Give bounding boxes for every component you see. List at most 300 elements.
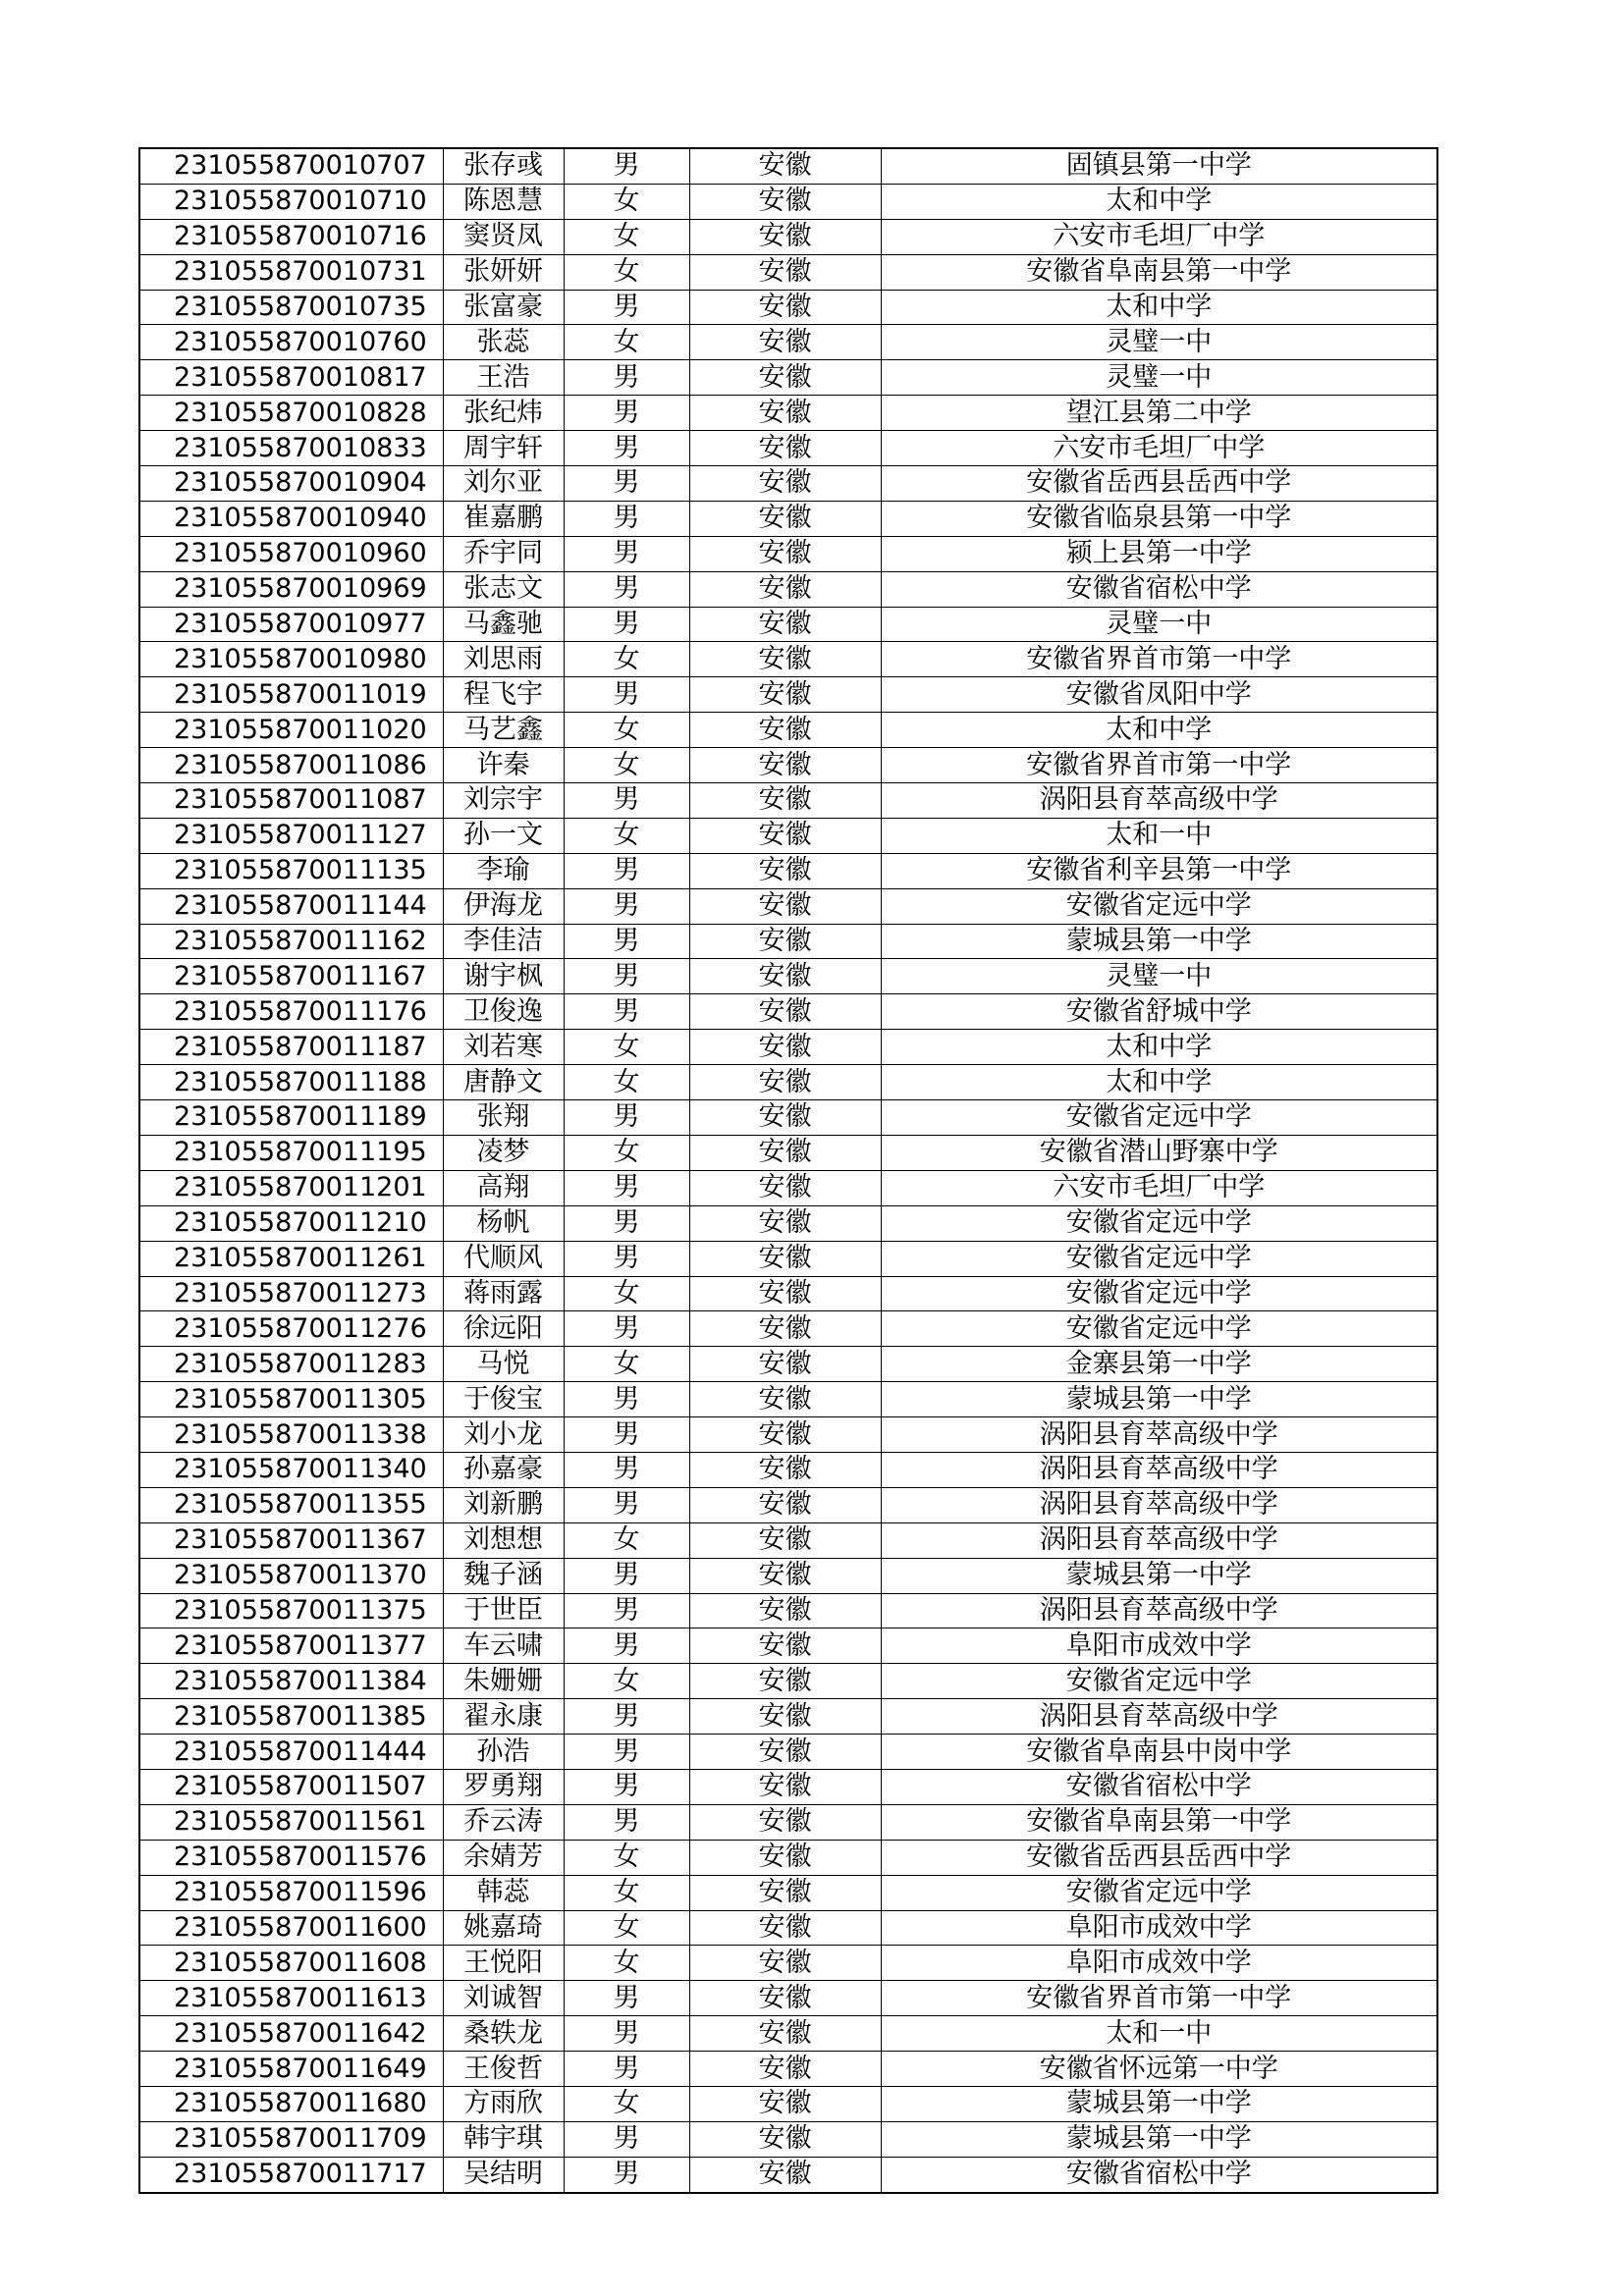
student-id-cell: 231055870011377 xyxy=(139,1629,443,1664)
province-cell: 安徽 xyxy=(689,501,881,536)
school-cell: 太和中学 xyxy=(881,1065,1437,1100)
student-id-cell: 231055870010828 xyxy=(139,396,443,431)
school-cell: 安徽省定远中学 xyxy=(881,1875,1437,1910)
province-cell: 安徽 xyxy=(689,1875,881,1910)
student-id-cell: 231055870011162 xyxy=(139,924,443,959)
gender-cell: 男 xyxy=(564,1170,689,1205)
school-cell: 安徽省阜南县中岗中学 xyxy=(881,1735,1437,1770)
province-cell: 安徽 xyxy=(689,1347,881,1382)
province-cell: 安徽 xyxy=(689,959,881,994)
table-row xyxy=(139,1452,1437,1487)
province-cell: 安徽 xyxy=(689,1522,881,1558)
student-name-cell: 凌梦 xyxy=(443,1135,564,1170)
school-cell: 阜阳市成效中学 xyxy=(881,1946,1437,1981)
gender-cell: 男 xyxy=(564,2121,689,2157)
table-row xyxy=(139,1347,1437,1382)
province-cell: 安徽 xyxy=(689,748,881,783)
student-id-cell: 231055870011507 xyxy=(139,1769,443,1804)
school-cell: 安徽省定远中学 xyxy=(881,1276,1437,1311)
student-name-cell: 孙浩 xyxy=(443,1735,564,1770)
student-id-cell: 231055870011384 xyxy=(139,1664,443,1699)
student-id-cell: 231055870011019 xyxy=(139,677,443,713)
student-id-cell: 231055870010716 xyxy=(139,219,443,254)
gender-cell: 女 xyxy=(564,642,689,677)
province-cell: 安徽 xyxy=(689,1382,881,1417)
school-cell: 灵璧一中 xyxy=(881,607,1437,642)
student-name-cell: 朱姗姗 xyxy=(443,1664,564,1699)
school-cell: 蒙城县第一中学 xyxy=(881,1382,1437,1417)
student-name-cell: 魏子涵 xyxy=(443,1558,564,1593)
school-cell: 安徽省潜山野寨中学 xyxy=(881,1135,1437,1170)
gender-cell: 男 xyxy=(564,148,689,184)
gender-cell: 男 xyxy=(564,1629,689,1664)
student-name-cell: 方雨欣 xyxy=(443,2086,564,2121)
student-name-cell: 陈恩慧 xyxy=(443,184,564,219)
student-id-cell: 231055870011283 xyxy=(139,1347,443,1382)
student-id-cell: 231055870011649 xyxy=(139,2052,443,2087)
student-list-body xyxy=(139,148,1437,2193)
gender-cell: 女 xyxy=(564,1840,689,1875)
province-cell: 安徽 xyxy=(689,325,881,360)
province-cell: 安徽 xyxy=(689,1487,881,1522)
student-id-cell: 231055870011135 xyxy=(139,853,443,888)
student-id-cell: 231055870010904 xyxy=(139,466,443,502)
school-cell: 安徽省定远中学 xyxy=(881,888,1437,924)
table-row xyxy=(139,466,1437,502)
student-id-cell: 231055870011340 xyxy=(139,1452,443,1487)
gender-cell: 女 xyxy=(564,184,689,219)
student-id-cell: 231055870010833 xyxy=(139,431,443,466)
gender-cell: 男 xyxy=(564,853,689,888)
gender-cell: 男 xyxy=(564,1241,689,1276)
gender-cell: 女 xyxy=(564,325,689,360)
school-cell: 颍上县第一中学 xyxy=(881,536,1437,571)
student-name-cell: 王俊哲 xyxy=(443,2052,564,2087)
table-row xyxy=(139,959,1437,994)
student-name-cell: 刘尔亚 xyxy=(443,466,564,502)
student-id-cell: 231055870011613 xyxy=(139,1981,443,2016)
table-row xyxy=(139,1735,1437,1770)
province-cell: 安徽 xyxy=(689,184,881,219)
student-name-cell: 刘新鹏 xyxy=(443,1487,564,1522)
student-name-cell: 刘宗宇 xyxy=(443,783,564,819)
student-id-cell: 231055870011144 xyxy=(139,888,443,924)
province-cell: 安徽 xyxy=(689,1629,881,1664)
gender-cell: 男 xyxy=(564,1593,689,1629)
student-name-cell: 韩宇琪 xyxy=(443,2121,564,2157)
student-id-cell: 231055870011201 xyxy=(139,1170,443,1205)
school-cell: 安徽省阜南县第一中学 xyxy=(881,1804,1437,1840)
table-row xyxy=(139,783,1437,819)
student-id-cell: 231055870011709 xyxy=(139,2121,443,2157)
province-cell: 安徽 xyxy=(689,713,881,748)
student-id-cell: 231055870011167 xyxy=(139,959,443,994)
school-cell: 阜阳市成效中学 xyxy=(881,1910,1437,1946)
province-cell: 安徽 xyxy=(689,1735,881,1770)
student-name-cell: 崔嘉鹏 xyxy=(443,501,564,536)
table-row xyxy=(139,2016,1437,2052)
gender-cell: 男 xyxy=(564,2016,689,2052)
student-id-cell: 231055870011375 xyxy=(139,1593,443,1629)
table-row xyxy=(139,396,1437,431)
student-name-cell: 张纪炜 xyxy=(443,396,564,431)
gender-cell: 男 xyxy=(564,2052,689,2087)
student-id-cell: 231055870011189 xyxy=(139,1100,443,1136)
student-name-cell: 刘思雨 xyxy=(443,642,564,677)
gender-cell: 男 xyxy=(564,360,689,396)
student-name-cell: 许秦 xyxy=(443,748,564,783)
gender-cell: 女 xyxy=(564,1522,689,1558)
table-row xyxy=(139,325,1437,360)
student-id-cell: 231055870011020 xyxy=(139,713,443,748)
school-cell: 蒙城县第一中学 xyxy=(881,1558,1437,1593)
province-cell: 安徽 xyxy=(689,1910,881,1946)
student-id-cell: 231055870011385 xyxy=(139,1699,443,1735)
gender-cell: 男 xyxy=(564,1417,689,1453)
student-id-cell: 231055870010710 xyxy=(139,184,443,219)
student-name-cell: 卫俊逸 xyxy=(443,994,564,1030)
student-id-cell: 231055870010940 xyxy=(139,501,443,536)
province-cell: 安徽 xyxy=(689,1065,881,1100)
student-name-cell: 张翔 xyxy=(443,1100,564,1136)
province-cell: 安徽 xyxy=(689,924,881,959)
province-cell: 安徽 xyxy=(689,853,881,888)
student-id-cell: 231055870010735 xyxy=(139,290,443,325)
province-cell: 安徽 xyxy=(689,396,881,431)
province-cell: 安徽 xyxy=(689,254,881,290)
student-name-cell: 孙嘉豪 xyxy=(443,1452,564,1487)
table-row xyxy=(139,748,1437,783)
gender-cell: 女 xyxy=(564,1347,689,1382)
gender-cell: 男 xyxy=(564,1382,689,1417)
table-row xyxy=(139,1910,1437,1946)
table-row xyxy=(139,1241,1437,1276)
table-row xyxy=(139,1382,1437,1417)
student-id-cell: 231055870011717 xyxy=(139,2157,443,2192)
school-cell: 安徽省临泉县第一中学 xyxy=(881,501,1437,536)
student-name-cell: 伊海龙 xyxy=(443,888,564,924)
student-name-cell: 马鑫驰 xyxy=(443,607,564,642)
school-cell: 灵璧一中 xyxy=(881,325,1437,360)
student-name-cell: 翟永康 xyxy=(443,1699,564,1735)
student-name-cell: 李佳洁 xyxy=(443,924,564,959)
student-name-cell: 谢宇枫 xyxy=(443,959,564,994)
province-cell: 安徽 xyxy=(689,1452,881,1487)
student-id-cell: 231055870011370 xyxy=(139,1558,443,1593)
student-name-cell: 张富豪 xyxy=(443,290,564,325)
table-row xyxy=(139,888,1437,924)
gender-cell: 男 xyxy=(564,1487,689,1522)
gender-cell: 女 xyxy=(564,219,689,254)
school-cell: 灵璧一中 xyxy=(881,360,1437,396)
table-row xyxy=(139,1804,1437,1840)
table-row xyxy=(139,1276,1437,1311)
school-cell: 阜阳市成效中学 xyxy=(881,1629,1437,1664)
gender-cell: 男 xyxy=(564,536,689,571)
student-id-cell: 231055870011600 xyxy=(139,1910,443,1946)
table-row xyxy=(139,1170,1437,1205)
student-id-cell: 231055870011188 xyxy=(139,1065,443,1100)
school-cell: 太和中学 xyxy=(881,290,1437,325)
student-id-cell: 231055870010980 xyxy=(139,642,443,677)
province-cell: 安徽 xyxy=(689,2016,881,2052)
student-name-cell: 乔云涛 xyxy=(443,1804,564,1840)
province-cell: 安徽 xyxy=(689,677,881,713)
school-cell: 安徽省岳西县岳西中学 xyxy=(881,1840,1437,1875)
province-cell: 安徽 xyxy=(689,219,881,254)
student-id-cell: 231055870011187 xyxy=(139,1030,443,1065)
school-cell: 金寨县第一中学 xyxy=(881,1347,1437,1382)
table-row xyxy=(139,853,1437,888)
school-cell: 涡阳县育萃高级中学 xyxy=(881,783,1437,819)
student-id-cell: 231055870011276 xyxy=(139,1311,443,1347)
table-row xyxy=(139,1487,1437,1522)
table-row xyxy=(139,360,1437,396)
table-row xyxy=(139,501,1437,536)
student-name-cell: 余婧芳 xyxy=(443,1840,564,1875)
student-name-cell: 姚嘉琦 xyxy=(443,1910,564,1946)
school-cell: 灵璧一中 xyxy=(881,959,1437,994)
table-row xyxy=(139,1030,1437,1065)
province-cell: 安徽 xyxy=(689,536,881,571)
student-name-cell: 杨帆 xyxy=(443,1205,564,1241)
gender-cell: 男 xyxy=(564,1311,689,1347)
gender-cell: 男 xyxy=(564,888,689,924)
student-name-cell: 高翔 xyxy=(443,1170,564,1205)
province-cell: 安徽 xyxy=(689,1769,881,1804)
student-name-cell: 刘小龙 xyxy=(443,1417,564,1453)
school-cell: 安徽省定远中学 xyxy=(881,1100,1437,1136)
gender-cell: 男 xyxy=(564,607,689,642)
gender-cell: 男 xyxy=(564,1100,689,1136)
student-id-cell: 231055870010969 xyxy=(139,571,443,607)
table-row xyxy=(139,1593,1437,1629)
table-row xyxy=(139,571,1437,607)
gender-cell: 女 xyxy=(564,748,689,783)
table-row xyxy=(139,1629,1437,1664)
province-cell: 安徽 xyxy=(689,2052,881,2087)
table-row xyxy=(139,1981,1437,2016)
province-cell: 安徽 xyxy=(689,642,881,677)
table-row xyxy=(139,994,1437,1030)
province-cell: 安徽 xyxy=(689,148,881,184)
student-id-cell: 231055870011195 xyxy=(139,1135,443,1170)
school-cell: 安徽省舒城中学 xyxy=(881,994,1437,1030)
student-id-cell: 231055870010960 xyxy=(139,536,443,571)
table-row xyxy=(139,924,1437,959)
student-name-cell: 罗勇翔 xyxy=(443,1769,564,1804)
student-name-cell: 张妍妍 xyxy=(443,254,564,290)
student-id-cell: 231055870010817 xyxy=(139,360,443,396)
table-row xyxy=(139,2121,1437,2157)
table-row xyxy=(139,1946,1437,1981)
province-cell: 安徽 xyxy=(689,1241,881,1276)
gender-cell: 女 xyxy=(564,1946,689,1981)
school-cell: 蒙城县第一中学 xyxy=(881,924,1437,959)
student-id-cell: 231055870011210 xyxy=(139,1205,443,1241)
school-cell: 安徽省定远中学 xyxy=(881,1664,1437,1699)
province-cell: 安徽 xyxy=(689,360,881,396)
student-id-cell: 231055870011444 xyxy=(139,1735,443,1770)
province-cell: 安徽 xyxy=(689,1946,881,1981)
student-name-cell: 徐远阳 xyxy=(443,1311,564,1347)
gender-cell: 女 xyxy=(564,1135,689,1170)
school-cell: 涡阳县育萃高级中学 xyxy=(881,1699,1437,1735)
table-row xyxy=(139,290,1437,325)
school-cell: 安徽省宿松中学 xyxy=(881,571,1437,607)
table-row xyxy=(139,1522,1437,1558)
province-cell: 安徽 xyxy=(689,1311,881,1347)
student-id-cell: 231055870010760 xyxy=(139,325,443,360)
school-cell: 安徽省定远中学 xyxy=(881,1241,1437,1276)
school-cell: 六安市毛坦厂中学 xyxy=(881,431,1437,466)
gender-cell: 女 xyxy=(564,818,689,853)
gender-cell: 男 xyxy=(564,466,689,502)
school-cell: 安徽省怀远第一中学 xyxy=(881,2052,1437,2087)
gender-cell: 女 xyxy=(564,1065,689,1100)
province-cell: 安徽 xyxy=(689,1981,881,2016)
student-name-cell: 王悦阳 xyxy=(443,1946,564,1981)
table-row xyxy=(139,1417,1437,1453)
table-row xyxy=(139,1100,1437,1136)
student-id-cell: 231055870010731 xyxy=(139,254,443,290)
student-name-cell: 张蕊 xyxy=(443,325,564,360)
school-cell: 安徽省宿松中学 xyxy=(881,1769,1437,1804)
student-name-cell: 于世臣 xyxy=(443,1593,564,1629)
school-cell: 太和一中 xyxy=(881,2016,1437,2052)
school-cell: 安徽省定远中学 xyxy=(881,1205,1437,1241)
student-name-cell: 王浩 xyxy=(443,360,564,396)
table-row xyxy=(139,1840,1437,1875)
student-name-cell: 马艺鑫 xyxy=(443,713,564,748)
school-cell: 安徽省岳西县岳西中学 xyxy=(881,466,1437,502)
province-cell: 安徽 xyxy=(689,1135,881,1170)
school-cell: 涡阳县育萃高级中学 xyxy=(881,1417,1437,1453)
province-cell: 安徽 xyxy=(689,2086,881,2121)
student-id-cell: 231055870011127 xyxy=(139,818,443,853)
gender-cell: 男 xyxy=(564,1558,689,1593)
gender-cell: 男 xyxy=(564,677,689,713)
school-cell: 望江县第二中学 xyxy=(881,396,1437,431)
gender-cell: 男 xyxy=(564,783,689,819)
table-row xyxy=(139,431,1437,466)
student-name-cell: 蒋雨露 xyxy=(443,1276,564,1311)
gender-cell: 男 xyxy=(564,1769,689,1804)
student-name-cell: 张志文 xyxy=(443,571,564,607)
gender-cell: 女 xyxy=(564,1030,689,1065)
table-row xyxy=(139,1205,1437,1241)
student-name-cell: 李瑜 xyxy=(443,853,564,888)
student-name-cell: 吴结明 xyxy=(443,2157,564,2192)
school-cell: 六安市毛坦厂中学 xyxy=(881,219,1437,254)
gender-cell: 女 xyxy=(564,254,689,290)
student-name-cell: 马悦 xyxy=(443,1347,564,1382)
table-row xyxy=(139,219,1437,254)
province-cell: 安徽 xyxy=(689,888,881,924)
school-cell: 安徽省界首市第一中学 xyxy=(881,642,1437,677)
table-row xyxy=(139,607,1437,642)
student-id-cell: 231055870011561 xyxy=(139,1804,443,1840)
gender-cell: 女 xyxy=(564,1664,689,1699)
student-name-cell: 窦贤凤 xyxy=(443,219,564,254)
gender-cell: 男 xyxy=(564,396,689,431)
table-row xyxy=(139,1769,1437,1804)
student-id-cell: 231055870011273 xyxy=(139,1276,443,1311)
table-row xyxy=(139,1311,1437,1347)
student-name-cell: 刘想想 xyxy=(443,1522,564,1558)
province-cell: 安徽 xyxy=(689,571,881,607)
table-row xyxy=(139,254,1437,290)
student-id-cell: 231055870011261 xyxy=(139,1241,443,1276)
gender-cell: 男 xyxy=(564,1205,689,1241)
student-id-cell: 231055870011680 xyxy=(139,2086,443,2121)
province-cell: 安徽 xyxy=(689,607,881,642)
province-cell: 安徽 xyxy=(689,1205,881,1241)
gender-cell: 男 xyxy=(564,1804,689,1840)
student-name-cell: 于俊宝 xyxy=(443,1382,564,1417)
student-id-cell: 231055870011176 xyxy=(139,994,443,1030)
province-cell: 安徽 xyxy=(689,2121,881,2157)
table-row xyxy=(139,1135,1437,1170)
province-cell: 安徽 xyxy=(689,1558,881,1593)
table-row xyxy=(139,1558,1437,1593)
table-row xyxy=(139,642,1437,677)
table-row xyxy=(139,677,1437,713)
school-cell: 安徽省定远中学 xyxy=(881,1311,1437,1347)
student-id-cell: 231055870010707 xyxy=(139,148,443,184)
province-cell: 安徽 xyxy=(689,2157,881,2192)
province-cell: 安徽 xyxy=(689,1699,881,1735)
table-row xyxy=(139,2157,1437,2192)
gender-cell: 女 xyxy=(564,1276,689,1311)
gender-cell: 女 xyxy=(564,713,689,748)
gender-cell: 男 xyxy=(564,959,689,994)
student-name-cell: 代顺风 xyxy=(443,1241,564,1276)
school-cell: 安徽省凤阳中学 xyxy=(881,677,1437,713)
student-name-cell: 车云啸 xyxy=(443,1629,564,1664)
school-cell: 六安市毛坦厂中学 xyxy=(881,1170,1437,1205)
province-cell: 安徽 xyxy=(689,1664,881,1699)
student-id-cell: 231055870011367 xyxy=(139,1522,443,1558)
table-row xyxy=(139,1065,1437,1100)
province-cell: 安徽 xyxy=(689,466,881,502)
province-cell: 安徽 xyxy=(689,1170,881,1205)
student-id-cell: 231055870011608 xyxy=(139,1946,443,1981)
student-id-cell: 231055870011338 xyxy=(139,1417,443,1453)
student-id-cell: 231055870011596 xyxy=(139,1875,443,1910)
school-cell: 固镇县第一中学 xyxy=(881,148,1437,184)
gender-cell: 男 xyxy=(564,571,689,607)
school-cell: 安徽省利辛县第一中学 xyxy=(881,853,1437,888)
gender-cell: 男 xyxy=(564,1699,689,1735)
student-id-cell: 231055870010977 xyxy=(139,607,443,642)
province-cell: 安徽 xyxy=(689,994,881,1030)
table-row xyxy=(139,2052,1437,2087)
province-cell: 安徽 xyxy=(689,1030,881,1065)
gender-cell: 男 xyxy=(564,1981,689,2016)
student-name-cell: 桑轶龙 xyxy=(443,2016,564,2052)
gender-cell: 男 xyxy=(564,2157,689,2192)
school-cell: 太和中学 xyxy=(881,1030,1437,1065)
student-name-cell: 孙一文 xyxy=(443,818,564,853)
table-row xyxy=(139,536,1437,571)
student-name-cell: 乔宇同 xyxy=(443,536,564,571)
province-cell: 安徽 xyxy=(689,290,881,325)
school-cell: 蒙城县第一中学 xyxy=(881,2121,1437,2157)
school-cell: 涡阳县育萃高级中学 xyxy=(881,1522,1437,1558)
student-list-table xyxy=(138,147,1438,2194)
province-cell: 安徽 xyxy=(689,783,881,819)
